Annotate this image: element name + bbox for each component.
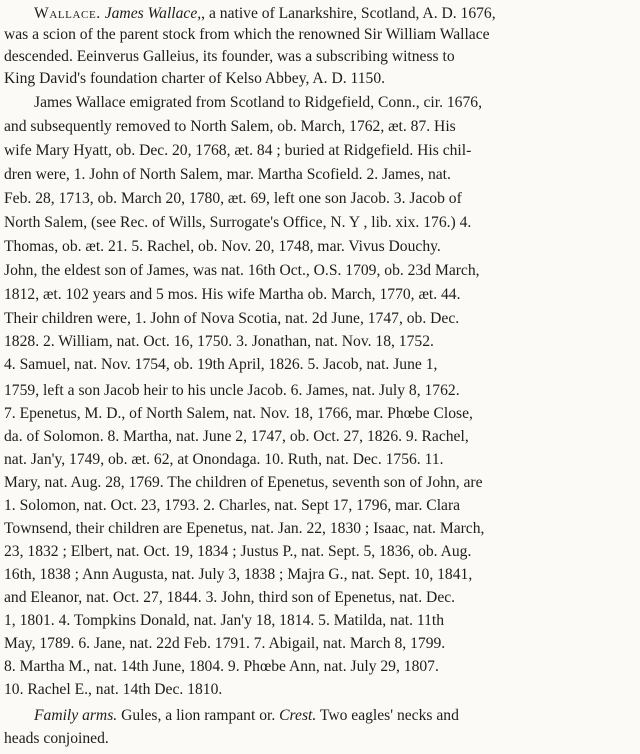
text-line-6: and subsequently removed to North Salem, ob. March, 1762, æt. 87. His: [4, 118, 456, 135]
entry-surname: Wallace.: [34, 5, 101, 22]
text-line-8: dren were, 1. John of North Salem, mar. Martha Scofield. 2. James, nat.: [4, 166, 451, 183]
text-line-31: [34, 705, 459, 727]
text-line-28: May, 1789. 6. Jane, nat. 22d Feb. 1791. 7. Abigail, nat. March 8, 1799.: [4, 635, 446, 652]
text-line-17: 1759, left a son Jacob heir to his uncle Jacob. 6. James, nat. July 8, 1762.: [4, 382, 460, 399]
text-line-10: North Salem, (see Rec. of Wills, Surrogate's Office, N. Y , lib. xix. 176.) 4.: [4, 214, 472, 231]
text-line-24: 23, 1832 ; Elbert, nat. Oct. 19, 1834 ; Justus P., nat. Sept. 5, 1836, ob. Aug.: [4, 543, 472, 560]
text-line-1: [34, 3, 496, 25]
family-arms-text: Gules, a lion rampant or.: [117, 707, 280, 724]
text-line-12: John, the eldest son of James, was nat. 16th Oct., O.S. 1709, ob. 23d March,: [4, 262, 480, 279]
text-line-15: 1828. 2. William, nat. Oct. 16, 1750. 3. Jonathan, nat. Nov. 18, 1752.: [4, 333, 434, 350]
text-line-9: Feb. 28, 1713, ob. March 20, 1780, æt. 69, left one son Jacob. 3. Jacob of: [4, 190, 462, 207]
text-line-1-rest: , a native of Lanarkshire, Scotland, A. D. 1676,: [201, 5, 496, 22]
text-line-4: King David's foundation charter of Kelso Abbey, A. D. 1150.: [4, 70, 386, 87]
text-line-30: 10. Rachel E., nat. 14th Dec. 1810.: [4, 681, 223, 698]
crest-label: Crest.: [279, 707, 317, 724]
text-line-16: 4. Samuel, nat. Nov. 1754, ob. 19th April, 1826. 5. Jacob, nat. June 1,: [4, 356, 438, 373]
text-line-5: James Wallace emigrated from Scotland to Ridgefield, Conn., cir. 1676,: [34, 94, 482, 111]
text-line-22: 1. Solomon, nat. Oct. 23, 1793. 2. Charles, nat. Sept 17, 1796, mar. Clara: [4, 497, 461, 514]
text-line-2: was a scion of the parent stock from which the renowned Sir William Wallace: [4, 26, 490, 43]
text-line-20: nat. Jan'y, 1749, ob. æt. 62, at Onondaga. 10. Ruth, nat. Dec. 1756. 11.: [4, 451, 444, 468]
text-line-25: 16th, 1838 ; Ann Augusta, nat. July 3, 1838 ; Majra G., nat. Sept. 10, 1841,: [4, 566, 473, 583]
text-line-26: and Eleanor, nat. Oct. 27, 1844. 3. John, third son of Epenetus, nat. Dec.: [4, 589, 456, 606]
text-line-32: heads conjoined.: [4, 730, 109, 747]
text-line-19: da. of Solomon. 8. Martha, nat. June 2, 1747, ob. Oct. 27, 1826. 9. Rachel,: [4, 428, 469, 445]
family-arms-label: Family arms.: [34, 707, 118, 724]
text-line-14: Their children were, 1. John of Nova Scotia, nat. 2d June, 1747, ob. Dec.: [4, 310, 460, 327]
text-line-3: descended. Eeinverus Galleius, its founder, was a subscribing witness to: [4, 48, 455, 65]
text-line-18: 7. Epenetus, M. D., of North Salem, nat. Nov. 18, 1766, mar. Phœbe Close,: [4, 405, 473, 422]
text-line-27: 1, 1801. 4. Tompkins Donald, nat. Jan'y 18, 1814. 5. Matilda, nat. 11th: [4, 612, 445, 629]
entry-subject-name: James Wallace,: [104, 5, 202, 22]
text-line-7: wife Mary Hyatt, ob. Dec. 20, 1768, æt. 84 ; buried at Ridgefield. His chil-: [4, 142, 472, 159]
text-line-13: 1812, æt. 102 years and 5 mos. His wife Martha ob. March, 1770, æt. 44.: [4, 286, 461, 303]
crest-text: Two eagles' necks and: [316, 707, 459, 724]
text-line-11: Thomas, ob. æt. 21. 5. Rachel, ob. Nov. 20, 1748, mar. Vivus Douchy.: [4, 238, 441, 255]
text-line-23: Townsend, their children are Epenetus, nat. Jan. 22, 1830 ; Isaac, nat. March,: [4, 520, 485, 537]
text-line-21: Mary, nat. Aug. 28, 1769. The children of Epenetus, seventh son of John, are: [4, 474, 483, 491]
text-line-29: 8. Martha M., nat. 14th June, 1804. 9. Phœbe Ann, nat. July 29, 1807.: [4, 658, 439, 675]
